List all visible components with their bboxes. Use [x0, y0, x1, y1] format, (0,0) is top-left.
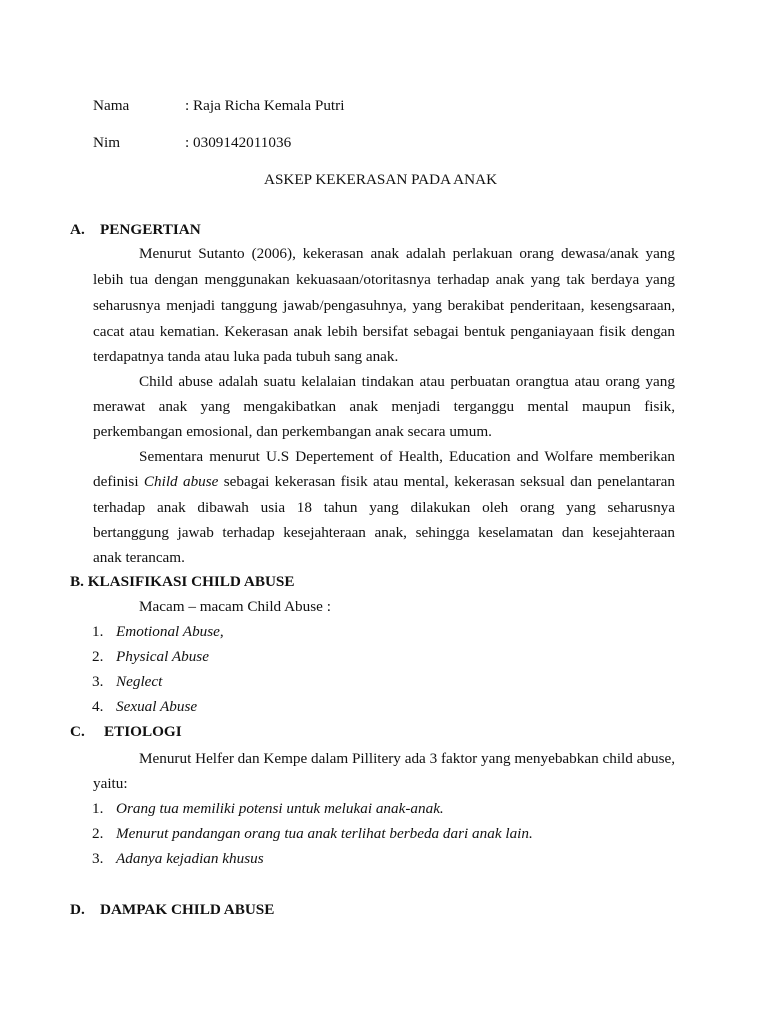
section-d-letter: D. [70, 901, 85, 918]
paragraph-line: Menurut Helfer dan Kempe dalam Pillitery ada 3 faktor yang menyebabkan child abuse, [139, 750, 676, 767]
paragraph-line: lebih tua dengan menggunakan kekuasaan/otoritasnya terhadap anak yang tak berdaya yang [93, 271, 675, 288]
paragraph-line: perkembangan emosional, dan perkembangan anak secara umum. [93, 423, 492, 440]
text-run: sebagai kekerasan fisik atau mental, kekerasan seksual dan penelantaran [218, 473, 675, 490]
list-number: 3. [92, 850, 104, 867]
list-item [92, 698, 197, 716]
child-abuse-emphasis: Child abuse [143, 473, 219, 490]
list-suffix: , [219, 623, 224, 640]
document-title: ASKEP KEKERASAN PADA ANAK [264, 171, 498, 188]
list-text: Neglect [116, 673, 163, 690]
section-a-letter: A. [70, 221, 85, 238]
paragraph-line: terhadap anak dibawah usia 18 tahun yang dilakukan oleh orang yang seharusnya [93, 499, 675, 516]
paragraph-line: anak terancam. [93, 549, 185, 566]
section-c-heading: ETIOLOGI [104, 723, 182, 740]
list-number: 2. [92, 648, 104, 665]
section-b-intro: Macam – macam Child Abuse : [139, 598, 331, 615]
list-number: 2. [92, 825, 104, 842]
list-item [92, 850, 264, 868]
section-a-heading: PENGERTIAN [100, 221, 201, 238]
list-item [92, 673, 162, 691]
section-b-heading: B. KLASIFIKASI CHILD ABUSE [70, 573, 295, 590]
paragraph-line: merawat anak yang mengakibatkan anak menjadi terganggu mental maupun fisik, [93, 398, 675, 415]
paragraph-line: bertanggung jawab terhadap kesejahteraan anak, sehingga keselamatan dan kesejahteraan [93, 524, 675, 541]
nama-value: : Raja Richa Kemala Putri [185, 97, 345, 114]
paragraph-line: Menurut Sutanto (2006), kekerasan anak adalah perlakuan orang dewasa/anak yang [139, 245, 675, 262]
list-text: Orang tua memiliki potensi untuk melukai anak-anak. [116, 800, 444, 817]
list-number: 1. [92, 800, 104, 817]
paragraph-line: yaitu: [93, 775, 128, 792]
list-text: Emotional Abuse [116, 623, 220, 640]
paragraph-line: cacat atau kematian. Kekerasan anak lebih bersifat sebagai bentuk penganiayaan fisik dengan [93, 323, 675, 340]
paragraph-line: terdapatnya tanda atau luka pada tubuh sang anak. [93, 348, 399, 365]
section-c-letter: C. [70, 723, 85, 740]
paragraph-line: Child abuse adalah suatu kelalaian tindakan atau perbuatan orangtua atau orang yang [139, 373, 675, 390]
list-text: Physical Abuse [116, 648, 209, 665]
paragraph-line: seharusnya menjadi tanggung jawab/pengasuhnya, yang berakibat penderitaan, kesengsaraan, [93, 297, 675, 314]
list-item [92, 623, 224, 641]
list-number: 3. [92, 673, 104, 690]
list-item [92, 648, 209, 666]
text-run: definisi [93, 473, 144, 490]
list-item [92, 800, 444, 818]
list-text: Sexual Abuse [116, 698, 198, 715]
nim-label: Nim [93, 134, 121, 151]
list-number: 4. [92, 698, 104, 715]
list-text: Adanya kejadian khusus [116, 850, 264, 867]
paragraph-line [93, 473, 675, 491]
list-number: 1. [92, 623, 104, 640]
paragraph-line: Sementara menurut U.S Depertement of Health, Education and Wolfare memberikan [139, 448, 675, 465]
section-d-heading: DAMPAK CHILD ABUSE [100, 901, 275, 918]
list-item [92, 825, 533, 843]
list-text: Menurut pandangan orang tua anak terlihat berbeda dari anak lain. [116, 825, 533, 842]
nama-label: Nama [93, 97, 130, 114]
nim-value: : 0309142011036 [185, 134, 292, 151]
